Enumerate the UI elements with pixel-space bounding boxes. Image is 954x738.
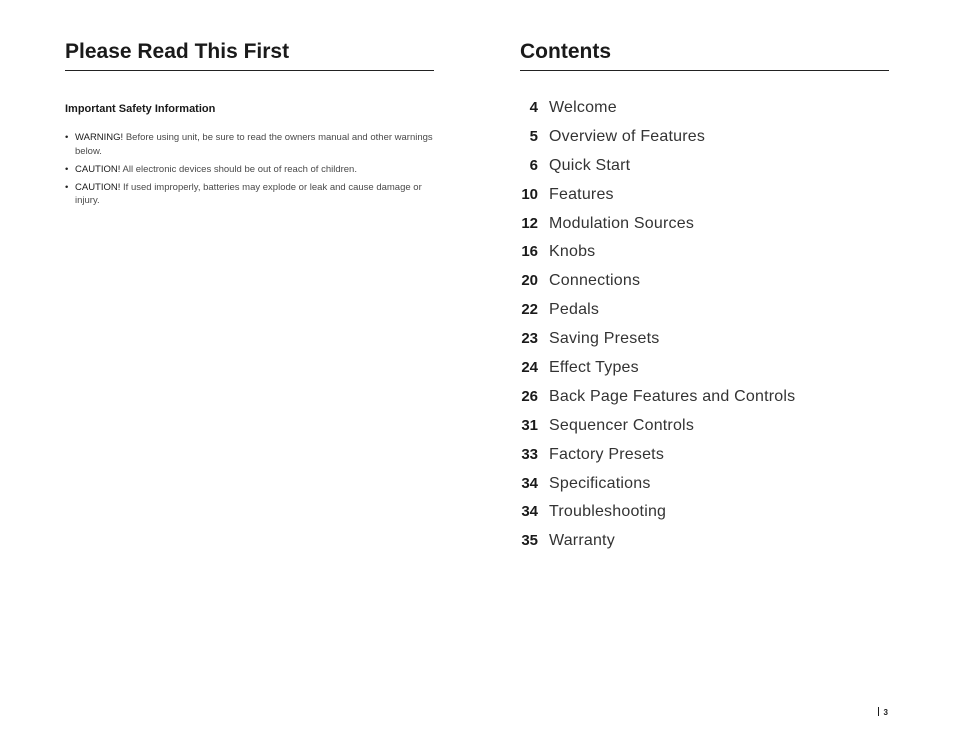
toc-entry[interactable] — [520, 388, 889, 417]
toc-entry[interactable] — [520, 128, 889, 157]
toc-entry[interactable] — [520, 503, 889, 532]
toc-page-number: 23 — [521, 330, 538, 348]
toc-title: Pedals — [549, 301, 600, 319]
toc-page-number: 6 — [529, 156, 538, 174]
toc-page-number: 34 — [521, 503, 538, 521]
toc-page-number: 10 — [521, 185, 538, 203]
toc-page-number: 33 — [521, 445, 538, 463]
toc-page-number: 16 — [521, 243, 538, 261]
page-title-read-first: Please Read This First — [65, 40, 434, 71]
toc-page-number: 34 — [521, 474, 538, 492]
toc-page-number: 26 — [521, 387, 538, 405]
toc-entry[interactable] — [520, 446, 889, 475]
toc-page-number: 22 — [521, 301, 538, 319]
toc-title: Overview of Features — [549, 127, 706, 145]
toc-title: Knobs — [549, 243, 596, 261]
toc-title: Welcome — [549, 99, 617, 116]
toc-page-number: 24 — [521, 359, 538, 377]
toc-title: Back Page Features and Controls — [549, 387, 796, 405]
page-number — [878, 707, 888, 717]
toc-title: Specifications — [549, 474, 651, 492]
warning-label: CAUTION! — [75, 163, 121, 175]
safety-subheading: Important Safety Information — [65, 103, 216, 115]
toc-title: Effect Types — [549, 359, 639, 377]
toc-title: Features — [549, 185, 614, 203]
toc-title: Troubleshooting — [549, 503, 667, 521]
toc-entry[interactable] — [520, 359, 889, 388]
toc-page-number: 4 — [529, 99, 538, 116]
warning-text: Before using unit, be sure to read the owners manual and other warnings below. — [75, 132, 433, 157]
toc-entry[interactable] — [520, 243, 889, 272]
toc-title: Factory Presets — [549, 445, 665, 463]
toc-title: Warranty — [549, 532, 615, 550]
toc-entry[interactable] — [520, 272, 889, 301]
toc-title: Modulation Sources — [549, 214, 695, 232]
toc-list — [520, 99, 889, 561]
toc-entry[interactable] — [520, 186, 889, 215]
folio-divider — [878, 707, 879, 716]
toc-entry[interactable] — [520, 215, 889, 244]
warning-label: CAUTION! — [75, 181, 121, 193]
warnings-list — [65, 131, 434, 208]
toc-page-number: 35 — [521, 532, 538, 550]
page-title-contents: Contents — [520, 40, 889, 71]
toc-entry[interactable] — [520, 330, 889, 359]
toc-entry[interactable] — [520, 417, 889, 446]
toc-title: Quick Start — [549, 156, 631, 174]
contents-section — [520, 40, 889, 561]
toc-page-number: 12 — [521, 214, 538, 232]
toc-entry[interactable] — [520, 532, 889, 561]
warning-text: All electronic devices should be out of reach of children. — [120, 163, 357, 175]
toc-title: Saving Presets — [549, 330, 660, 348]
warning-text: If used improperly, batteries may explode or leak and cause damage or injury. — [75, 181, 422, 206]
toc-title: Connections — [549, 272, 641, 290]
toc-title: Sequencer Controls — [549, 416, 695, 434]
toc-entry[interactable] — [520, 99, 889, 128]
toc-page-number: 20 — [521, 272, 538, 290]
toc-entry[interactable] — [520, 301, 889, 330]
warning-item — [65, 131, 434, 158]
toc-page-number: 5 — [529, 127, 538, 145]
safety-section — [65, 40, 434, 212]
warning-item — [65, 163, 434, 177]
warning-label: WARNING! — [75, 132, 124, 143]
warning-item — [65, 181, 434, 208]
toc-entry[interactable] — [520, 475, 889, 504]
page-number-value: 3 — [883, 708, 888, 717]
toc-page-number: 31 — [521, 416, 538, 434]
toc-entry[interactable] — [520, 157, 889, 186]
